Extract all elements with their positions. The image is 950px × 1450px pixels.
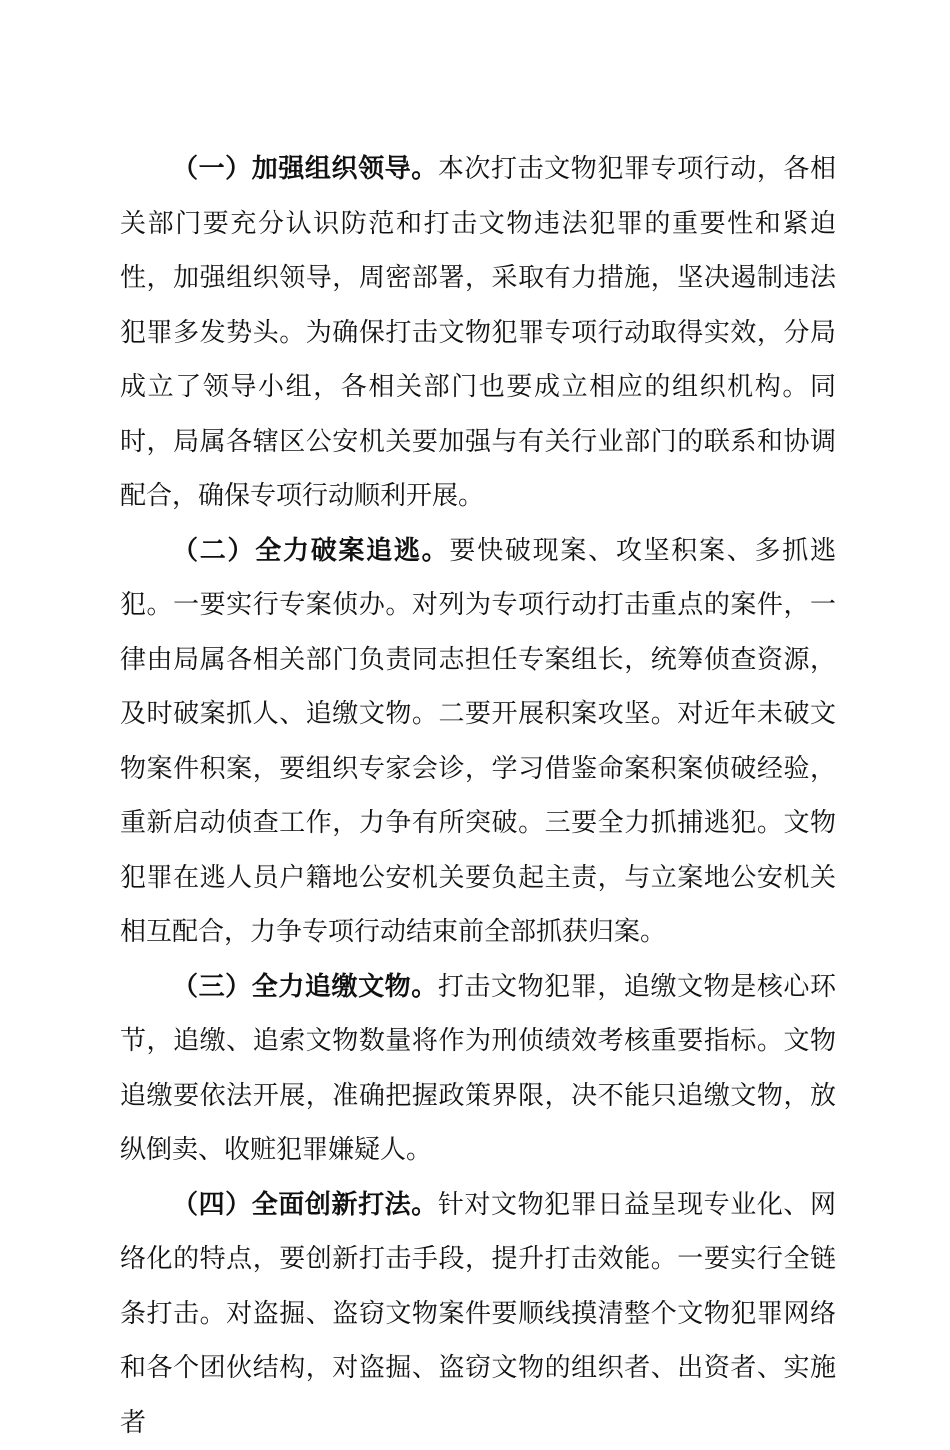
paragraph-heading: （二）全力破案追逃。 xyxy=(172,536,449,566)
paragraph-body: 要快破现案、攻坚积案、多抓逃犯。一要实行专案侦办。对列为专项行动打击重点的案件，一律由局属各相关部门负责同志担任专案组长，统筹侦查资源，及时破案抓人、追缴文物。二要开展积案攻坚。对近年未破文物案件积案，要组织专家会诊，学习借鉴命案积案侦破经验，重新启动侦查工作，力争有所突破。三要全力抓捕逃犯。文物犯罪在逃人员户籍地公安机关要负起主责，与立案地公安机关相互配合，力争专项行动结束前全部抓获归案。 xyxy=(120,536,836,948)
paragraph-organization-leadership xyxy=(120,142,836,524)
paragraph-heading: （一）加强组织领导。 xyxy=(172,154,438,184)
document-page xyxy=(120,142,836,1450)
paragraph-innovation xyxy=(120,1178,836,1450)
paragraph-body: 针对文物犯罪日益呈现专业化、网络化的特点，要创新打击手段，提升打击效能。一要实行全链条打击。对盗掘、盗窃文物案件要顺线摸清整个文物犯罪网络和各个团伙结构，对盗掘、盗窃文物的组织者、出资者、实施者 xyxy=(120,1190,836,1438)
paragraph-body: 打击文物犯罪，追缴文物是核心环节，追缴、追索文物数量将作为刑侦绩效考核重要指标。文物追缴要依法开展，准确把握政策界限，决不能只追缴文物，放纵倒卖、收赃犯罪嫌疑人。 xyxy=(120,972,836,1166)
paragraph-body: 本次打击文物犯罪专项行动，各相关部门要充分认识防范和打击文物违法犯罪的重要性和紧迫性，加强组织领导，周密部署，采取有力措施，坚决遏制违法犯罪多发势头。为确保打击文物犯罪专项行动取得实效，分局成立了领导小组，各相关部门也要成立相应的组织机构。同时，局属各辖区公安机关要加强与有关行业部门的联系和协调配合，确保专项行动顺利开展。 xyxy=(120,154,836,511)
paragraph-relic-recovery xyxy=(120,960,836,1178)
paragraph-case-solving xyxy=(120,524,836,960)
paragraph-heading: （三）全力追缴文物。 xyxy=(172,972,438,1002)
paragraph-heading: （四）全面创新打法。 xyxy=(172,1190,438,1220)
